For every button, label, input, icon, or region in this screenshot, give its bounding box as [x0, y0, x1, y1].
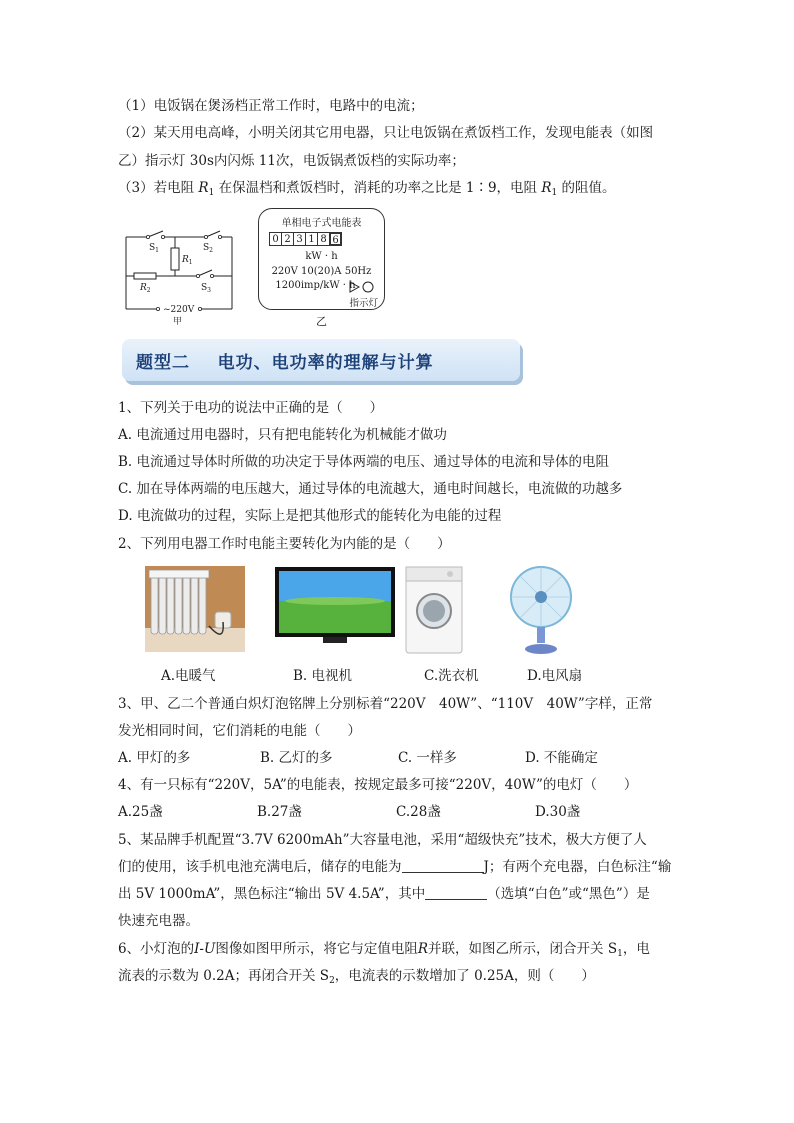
q3-option-d: D. 不能确定: [525, 750, 598, 766]
q5-line4: 快速充电器。: [118, 913, 199, 929]
meter-imp: 1200imp/kW · h: [275, 280, 356, 291]
svg-text:S3: $S_3$: [201, 283, 211, 294]
q1-option-a: A. 电流通过用电器时，只有把电能转化为机械能才做功: [118, 427, 447, 443]
indicator-light-icon: [348, 280, 376, 294]
q4-stem: 4、有一只标有“220V，5A”的电能表，按规定最多可接“220V，40W”的电灯（ ）: [118, 777, 638, 793]
q6-line2: 流表的示数为 0.2A；再闭合开关 $S_2$，电流表的示数增加了 0.25A，则（ ）: [118, 968, 595, 986]
meter-unit: kW · h: [305, 251, 338, 262]
electric-meter: [258, 208, 385, 310]
q4-option-d: D.30盏: [535, 804, 581, 820]
meter-indicator-label: 指示灯: [349, 298, 378, 309]
q1-stem: 1、下列关于电功的说法中正确的是（ ）: [118, 400, 384, 416]
television-image: [275, 567, 395, 645]
q2-option-b: B. 电视机: [293, 668, 353, 684]
q2-option-a: A.电暖气: [161, 668, 216, 684]
q3-option-b: B. 乙灯的多: [260, 750, 333, 766]
q5-line1: 5、某品牌手机配置“3.7V 6200mAh”大容量电池，采用“超级快充”技术，极大方便了人: [118, 832, 647, 848]
question-part-2-line2: 乙）指示灯 30s内闪烁 11次，电饭锅煮饭档的实际功率；: [118, 153, 465, 169]
q3-stem-line2: 发光相同时间，它们消耗的电能（ ）: [118, 723, 361, 739]
meter-title: 单相电子式电能表: [281, 218, 362, 229]
q3-stem-line1: 3、甲、乙二个普通白炽灯泡铭牌上分别标着“220V 40W”、“110V 40W”字样，正常: [118, 696, 653, 712]
q4-option-c: C.28盏: [396, 804, 441, 820]
svg-text:~220V: ~220V: [163, 305, 195, 315]
circuit-diagram: [118, 222, 243, 330]
q5-blank-charger[interactable]: [425, 885, 487, 900]
question-part-3: （3）若电阻 $R_1$ 在保温档和煮饭档时，消耗的功率之比是 1∶9，电阻 $R_1$ 的阻值。: [118, 180, 616, 198]
q6-line1: 6、小灯泡的I-U图像如图甲所示，将它与定值电阻R并联，如图乙所示，闭合开关 $S_1$，电: [118, 941, 650, 959]
washing-machine-image: [404, 565, 464, 655]
q1-option-c: C. 加在导体两端的电压越大，通过导体的电流越大，通电时间越长，电流做的功越多: [118, 481, 623, 497]
question-part-1: （1）电饭锅在煲汤档正常工作时，电路中的电流；: [118, 98, 424, 114]
meter-caption: 乙: [316, 315, 327, 328]
svg-text:S1: $S_1$: [149, 243, 159, 254]
q1-option-d: D. 电流做功的过程，实际上是把其他形式的能转化为电能的过程: [118, 508, 502, 524]
q1-option-b: B. 电流通过导体时所做的功决定于导体两端的电压、通过导体的电流和导体的电阻: [118, 454, 610, 470]
q5-line2: 们的使用，该手机电池充满电后，储存的电能为 J；有两个充电器，白色标注“输: [118, 859, 672, 875]
q4-option-a: A.25盏: [118, 804, 163, 820]
meter-digits: 0 2 3 1 8 6: [270, 232, 342, 246]
svg-text:R1: $R_1$: [182, 255, 193, 266]
electric-heater-image: [145, 566, 245, 652]
section-title: 题型二 电功、电功率的理解与计算: [136, 353, 434, 373]
q2-option-d: D.电风扇: [527, 668, 583, 684]
q2-stem: 2、下列用电器工作时电能主要转化为内能的是（ ）: [118, 536, 451, 552]
q5-blank-energy[interactable]: [402, 858, 484, 873]
q4-option-b: B.27盏: [257, 804, 302, 820]
svg-text:甲: 甲: [173, 317, 183, 327]
question-part-2-line1: （2）某天用电高峰，小明关闭其它用电器，只让电饭锅在煮饭档工作，发现电能表（如图: [118, 125, 654, 141]
q3-option-a: A. 甲灯的多: [118, 750, 191, 766]
q2-option-c: C.洗衣机: [424, 668, 479, 684]
svg-text:S2: $S_2$: [203, 243, 213, 254]
q3-option-c: C. 一样多: [398, 750, 457, 766]
section-banner: [122, 339, 520, 381]
svg-text:R2: $R_2$: [140, 283, 151, 294]
electric-fan-image: [508, 563, 574, 657]
q5-line3: 出 5V 1000mA”，黑色标注“输出 5V 4.5A”，其中 （选填“白色”或“黑色”）是: [118, 886, 650, 902]
meter-rating: 220V 10(20)A 50Hz: [271, 266, 372, 277]
